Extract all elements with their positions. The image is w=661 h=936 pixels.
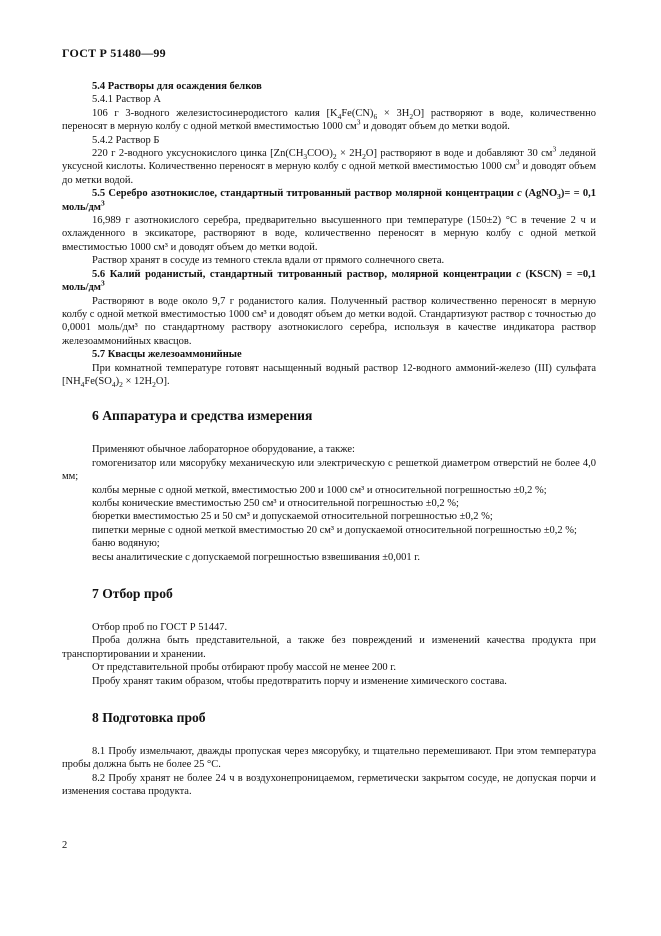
section-7-item: Проба должна быть представительной, а также без повреждений и изменений качества продукта при транспортировании и хранении.	[62, 635, 596, 660]
section-6-item: Применяют обычное лабораторное оборудование, а также:	[92, 444, 355, 456]
section-6-heading: 6 Аппаратура и средства измерения	[92, 408, 313, 424]
section-6-item: гомогенизатор или мясорубку механическую или электрическую с решеткой диаметром отверстий не более 4,0 мм;	[62, 457, 596, 483]
page-header: ГОСТ Р 51480—99	[62, 46, 166, 60]
section-5-4-2-title: 5.4.2 Раствор Б	[92, 134, 160, 146]
section-6-item: колбы мерные с одной меткой, вместимостью 200 и 1000 см³ и относительной погрешностью ±0,2 %;	[92, 484, 547, 496]
section-6-item: весы аналитические с допускаемой погрешностью взвешивания ±0,001 г.	[92, 551, 421, 563]
section-5-4-2-body: 220 г 2-водного уксуснокислого цинка $[Zn(CH_3COO)_2 \times 2H_2O]$ растворяют в воде и добавляют 30 $см^3$ ледяной уксусной кислоты. Количественно переносят в мерную колбу с одной меткой вместимостью 1000 $см^3$ и доводят объем до метки водой.	[62, 144, 597, 186]
section-8-item: 8.1 Пробу измельчают, дважды пропуская через мясорубку, и тщательно перемешивают. При этом температура пробы должна быть не более 25 °С.	[62, 746, 596, 771]
section-5-6-title: 5.6 Калий роданистый, стандартный титрованный раствор, молярной концентрации c (KSCN) = =0,1 моль/$дм^3$	[62, 268, 596, 294]
section-7-item: Отбор проб по ГОСТ Р 51447.	[92, 622, 228, 633]
section-5-5-body: 16,989 г азотнокислого серебра, предварительно высушенного при температуре (150±2) °С в течение 2 ч и охлажденного в эксикаторе, растворяют в воде, количественно переносят в мерную колбу с одной меткой вместимостью 1000 см³ и доводят объем до метки водой.	[62, 215, 596, 253]
section-8-heading: 8 Подготовка проб	[92, 710, 206, 726]
section-6-item: колбы конические вместимостью 250 см³ и относительной погрешностью ±0,2 %;	[92, 497, 459, 509]
section-8-item: 8.2 Пробу хранят не более 24 ч в воздухонепроницаемом, герметически закрытом сосуде, не допуская порчи и изменения состава продукта.	[62, 772, 596, 798]
section-6-item: баню водяную;	[92, 538, 160, 550]
section-5-6-body: Растворяют в воде около 9,7 г роданистого калия. Полученный раствор количественно переносят в мерную колбу с одной меткой вместимостью 1000 см³ и доводят объем до метки водой. Стандартизуют раствор с точностью до 0,0001 моль/дм³ по стандартному раствору азотнокислого серебра, используя в качестве индикатора раствор железоаммонийных квасцов.	[62, 295, 596, 347]
section-5-4-1-body: 106 г 3-водного железистосинеродистого калия $[K_4Fe(CN)_6 \times 3H_2O]$ растворяют в воде, количественно переносят в мерную колбу с одной меткой вместимостью 1000 $см^3$ и доводят объем до метки водой.	[62, 107, 596, 133]
section-6-item: бюретки вместимостью 25 и 50 см³ и допускаемой относительной погрешностью ±0,2 %;	[92, 511, 493, 523]
section-5-7-title: 5.7 Квасцы железоаммонийные	[92, 349, 242, 361]
section-7-item: От представительной пробы отбирают пробу массой не менее 200 г.	[92, 662, 397, 674]
page-content	[62, 80, 596, 799]
section-7-heading: 7 Отбор проб	[92, 586, 173, 601]
section-5-5-storage: Раствор хранят в сосуде из темного стекла вдали от прямого солнечного света.	[92, 255, 445, 267]
section-5-5-title: 5.5 Серебро азотнокислое, стандартный титрованный раствор молярной концентрации c (AgNO$_3$)= = 0,1 моль/$дм^3$	[62, 188, 596, 213]
section-5-4-title: 5.4 Растворы для осаждения белков	[92, 81, 262, 92]
section-6-item: пипетки мерные с одной меткой вместимостью 20 см³ и допускаемой относительной погрешностью ±0,2 %;	[92, 524, 577, 536]
section-5-7-body: При комнатной температуре готовят насыщенный водный раствор 12-водного аммоний-железо (III) сульфата $[NH_4Fe(SO_4)_2 \times 12H_2O]$.	[62, 362, 596, 390]
page-number: 2	[62, 840, 68, 851]
section-5-4-1-title: 5.4.1 Раствор А	[92, 94, 161, 106]
section-7-item: Пробу хранят таким образом, чтобы предотвратить порчу и изменение химического состава.	[92, 675, 507, 687]
